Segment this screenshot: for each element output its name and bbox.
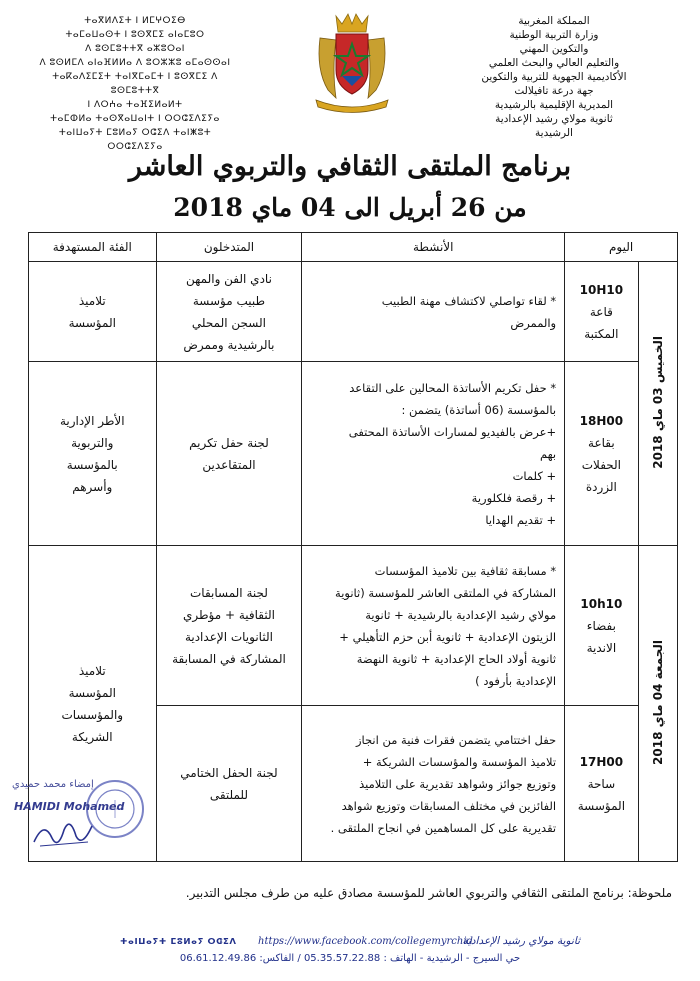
footer-url[interactable]: https://www.facebook.com/collegemyrchid bbox=[258, 936, 473, 947]
target-line: تلاميذ bbox=[78, 663, 106, 678]
participant-line: المشاركة في المسابقة bbox=[172, 651, 286, 666]
target-line: الشريكة bbox=[71, 729, 113, 744]
time-cell bbox=[565, 706, 638, 862]
header-line: وزارة التربية الوطنية bbox=[509, 29, 599, 41]
participant-line: نادي الفن والمهن bbox=[185, 271, 272, 286]
header-line: والتكوين المهني bbox=[519, 43, 589, 55]
header-line: المديرية الإقليمية بالرشيدية bbox=[494, 99, 614, 111]
activity-line: * مسابقة ثقافية بين تلاميذ المؤسسات bbox=[374, 563, 557, 578]
header-line: المملكة المغربية bbox=[518, 15, 590, 27]
target-line: تلاميذ bbox=[78, 293, 106, 308]
time-value: 10h10 bbox=[580, 596, 623, 611]
time-value: 10H10 bbox=[579, 282, 624, 297]
target-line: المؤسسة bbox=[68, 685, 116, 700]
activity-line: وتوزيع جوائز وشواهد تقديرية على التلاميذ bbox=[359, 776, 557, 791]
footer-address: حي السيرج - الرشيدية - الهاتف : 05.35.57.22.88 / الفاكس: 06.61.12.49.86 bbox=[179, 953, 521, 964]
header-target: الفئة المستهدفة bbox=[29, 233, 157, 262]
table-header-row bbox=[29, 233, 678, 262]
activity-line: الإعدادية بأرفود ) bbox=[475, 673, 557, 688]
table-row bbox=[29, 262, 678, 362]
participant-line: بالرشيدية وممرض bbox=[183, 337, 275, 352]
activity-line: الزيتون الإعدادية + ثانوية أبن حزم التأهيلي + bbox=[339, 629, 557, 644]
place-line: قاعة bbox=[589, 304, 613, 319]
day-cell bbox=[638, 262, 677, 546]
header-line: جهة درعة تافيلالت bbox=[514, 85, 594, 97]
header-line: ⵜⴰⵏⵡⴰⵢⵜ ⵎⵓⵍⴰⵢ ⵔⵛⵉⴷ ⵜⴰⵏⵥⵓⵜ bbox=[58, 128, 212, 138]
time-value: 18H00 bbox=[579, 413, 624, 428]
target-cell bbox=[29, 262, 157, 362]
header-line: ثانوية مولاي رشيد الإعدادية bbox=[495, 113, 613, 125]
header-line: والتعليم العالي والبحث العلمي bbox=[488, 57, 620, 69]
header-line: ⵜⴰⴳⵍⴷⵉⵜ ⵏ ⵍⵎⵖⵔⵉⴱ bbox=[84, 16, 186, 26]
time-cell bbox=[565, 262, 638, 362]
participant-line: السجن المحلي bbox=[191, 315, 266, 330]
header-line: الأكاديمية الجهوية للتربية والتكوين bbox=[481, 71, 627, 83]
activity-line: تلاميذ المؤسسة والمؤسسات الشريكة + bbox=[362, 754, 557, 769]
header-line: الرشيدية bbox=[535, 127, 573, 139]
day-label: الخميس 03 ماي 2018 bbox=[650, 335, 665, 469]
header-tifinagh bbox=[30, 14, 240, 154]
activity-line: حفل اختتامي يتضمن فقرات فنية من انجاز bbox=[355, 732, 557, 747]
activity-line: + رقصة فلكلورية bbox=[471, 490, 557, 505]
place-line: بفضاء bbox=[586, 618, 616, 633]
note-text: ملحوظة: برنامج الملتقى الثقافي والتربوي العاشر للمؤسسة مصادق عليه من طرف مجلس التدبير. bbox=[185, 886, 672, 900]
target-cell bbox=[29, 362, 157, 546]
participant-line: لجنة حفل تكريم bbox=[189, 435, 269, 450]
table-row bbox=[29, 546, 678, 706]
page-subtitle: من 26 أبريل الى 04 ماي 2018 bbox=[173, 193, 527, 222]
target-line: الأطر الإدارية bbox=[59, 413, 125, 428]
activity-line: المشاركة في الملتقى العاشر للمؤسسة (ثانوية bbox=[335, 585, 557, 600]
place-line: بقاعة bbox=[588, 435, 615, 450]
time-value: 17H00 bbox=[579, 754, 624, 769]
footer-tifinagh: ⵜⴰⵏⵡⴰⵢⵜ ⵎⵓⵍⴰⵢ ⵔⵛⵉⴷ bbox=[120, 937, 237, 947]
participants-cell bbox=[156, 262, 302, 362]
header-line: ⵜⴰⵎⴰⵡⴰⵙⵜ ⵏ ⵓⵙⴳⵎⵉ ⴰⵏⴰⵎⵓⵔ bbox=[65, 30, 205, 40]
activity-line: والممرض bbox=[510, 315, 557, 330]
place-line: الحفلات bbox=[581, 457, 621, 472]
activity-line: تقديرية على كل المساهمين في انجاح الملتقى . bbox=[330, 820, 557, 835]
participant-line: للملتقى bbox=[209, 787, 249, 802]
signature-label bbox=[12, 778, 142, 791]
table-row bbox=[29, 362, 678, 546]
day-label: الجمعة 04 ماي 2018 bbox=[650, 639, 665, 765]
time-cell bbox=[565, 546, 638, 706]
header-activities: الأنشطة bbox=[302, 233, 565, 262]
activity-line: بالمؤسسة (06 أساتذة) يتضمن : bbox=[401, 402, 557, 417]
activity-cell bbox=[302, 362, 565, 546]
participant-line: لجنة المسابقات bbox=[189, 585, 268, 600]
activity-line: ثانوية أولاد الحاج الإعدادية + ثانوية النهضة bbox=[356, 651, 557, 666]
signature-name-ar: محمد حميدي bbox=[12, 779, 67, 790]
participant-line: الثانويات الإعدادية bbox=[184, 629, 273, 644]
activity-line: * لقاء تواصلي لاكتشاف مهنة الطبيب bbox=[381, 293, 557, 308]
target-line: والمؤسسات bbox=[61, 707, 124, 722]
target-line: وأسرهم bbox=[72, 479, 113, 494]
footer-school: ثانوية مولاي رشيد الإعدادية bbox=[462, 935, 580, 947]
header-line: ⵜⴰⵎⵀⵍⴰ ⵜⴰⵙⴳⴰⵡⴰⵏⵜ ⵏ ⵔⵔⵛⵉⴷⵉⵢⴰ bbox=[50, 114, 220, 124]
header-line: ⴷ ⵓⵙⵍⵎⴷ ⴰⵏⴰⴼⵍⵍⴰ ⴷ ⵓⵔⵣⵣⵓ ⴰⵎⴰⵙⵙⴰⵏ bbox=[39, 58, 231, 68]
target-line: المؤسسة bbox=[68, 315, 116, 330]
place-line: الزردة bbox=[585, 479, 617, 494]
participant-line: طبيب مؤسسة bbox=[192, 293, 266, 308]
header-participants: المتدخلون bbox=[156, 233, 302, 262]
program-table bbox=[28, 232, 678, 862]
activity-line: +عرض بالفيديو لمسارات الأساتذة المحتفى bbox=[348, 424, 557, 439]
header-line: ⵜⴰⴽⴰⴷⵉⵎⵉⵜ ⵜⴰⵏⴳⵎⴰⵎⵜ ⵏ ⵓⵙⴳⵎⵉ ⴷ ⵓⵙⵎⵓⵜⵜⴳ bbox=[52, 72, 218, 96]
header-line: ⵔⵔⵛⵉⴷⵉⵢⴰ bbox=[107, 142, 163, 152]
place-line: ساحة bbox=[587, 776, 616, 791]
activity-line: الفائزين في مختلف المسابقات وتوزيع شواهد bbox=[341, 798, 557, 813]
header-day: اليوم bbox=[565, 233, 678, 262]
participants-cell bbox=[156, 706, 302, 862]
place-line: المؤسسة bbox=[577, 798, 626, 813]
footer bbox=[0, 935, 700, 953]
activity-line: بهم bbox=[539, 446, 557, 461]
signature-name: HAMIDI Mohamed bbox=[14, 800, 125, 813]
participants-cell bbox=[156, 546, 302, 706]
participants-cell bbox=[156, 362, 302, 546]
day-cell bbox=[638, 546, 677, 862]
activity-cell bbox=[302, 546, 565, 706]
header-arabic bbox=[434, 14, 674, 140]
activity-cell bbox=[302, 262, 565, 362]
target-line: والتربوية bbox=[71, 435, 114, 450]
participant-line: المتقاعدين bbox=[202, 457, 256, 472]
header-line: ⵏ ⴷⵔⵄⴰ ⵜⴰⴼⵉⵍⴰⵍⵜ bbox=[87, 100, 183, 110]
activity-line: مولاي رشيد الإعدادية بالرشيدية + ثانوية bbox=[365, 607, 557, 622]
time-cell bbox=[565, 362, 638, 546]
target-line: بالمؤسسة bbox=[66, 457, 118, 472]
activity-line: + كلمات bbox=[512, 468, 557, 483]
handwritten-signature-icon bbox=[30, 812, 100, 852]
activity-line: * حفل تكريم الأساتذة المحالين على التقاعد bbox=[349, 380, 557, 395]
participant-line: الثقافية + مؤطري bbox=[182, 607, 275, 622]
activity-cell bbox=[302, 706, 565, 862]
signature-label-text: إمضاء bbox=[69, 779, 94, 790]
place-line: المكتبة bbox=[584, 326, 619, 341]
coat-of-arms-icon bbox=[306, 10, 398, 115]
activity-line: + تقديم الهدايا bbox=[485, 512, 557, 527]
place-line: الاندية bbox=[586, 640, 617, 655]
page-title: برنامج الملتقى الثقافي والتربوي العاشر bbox=[128, 151, 572, 182]
header-line: ⴷ ⵓⵙⵎⵓⵜⵜⴳ ⴰⵣⵓⵔⴰⵏ bbox=[85, 44, 185, 54]
participant-line: لجنة الحفل الختامي bbox=[180, 765, 278, 780]
